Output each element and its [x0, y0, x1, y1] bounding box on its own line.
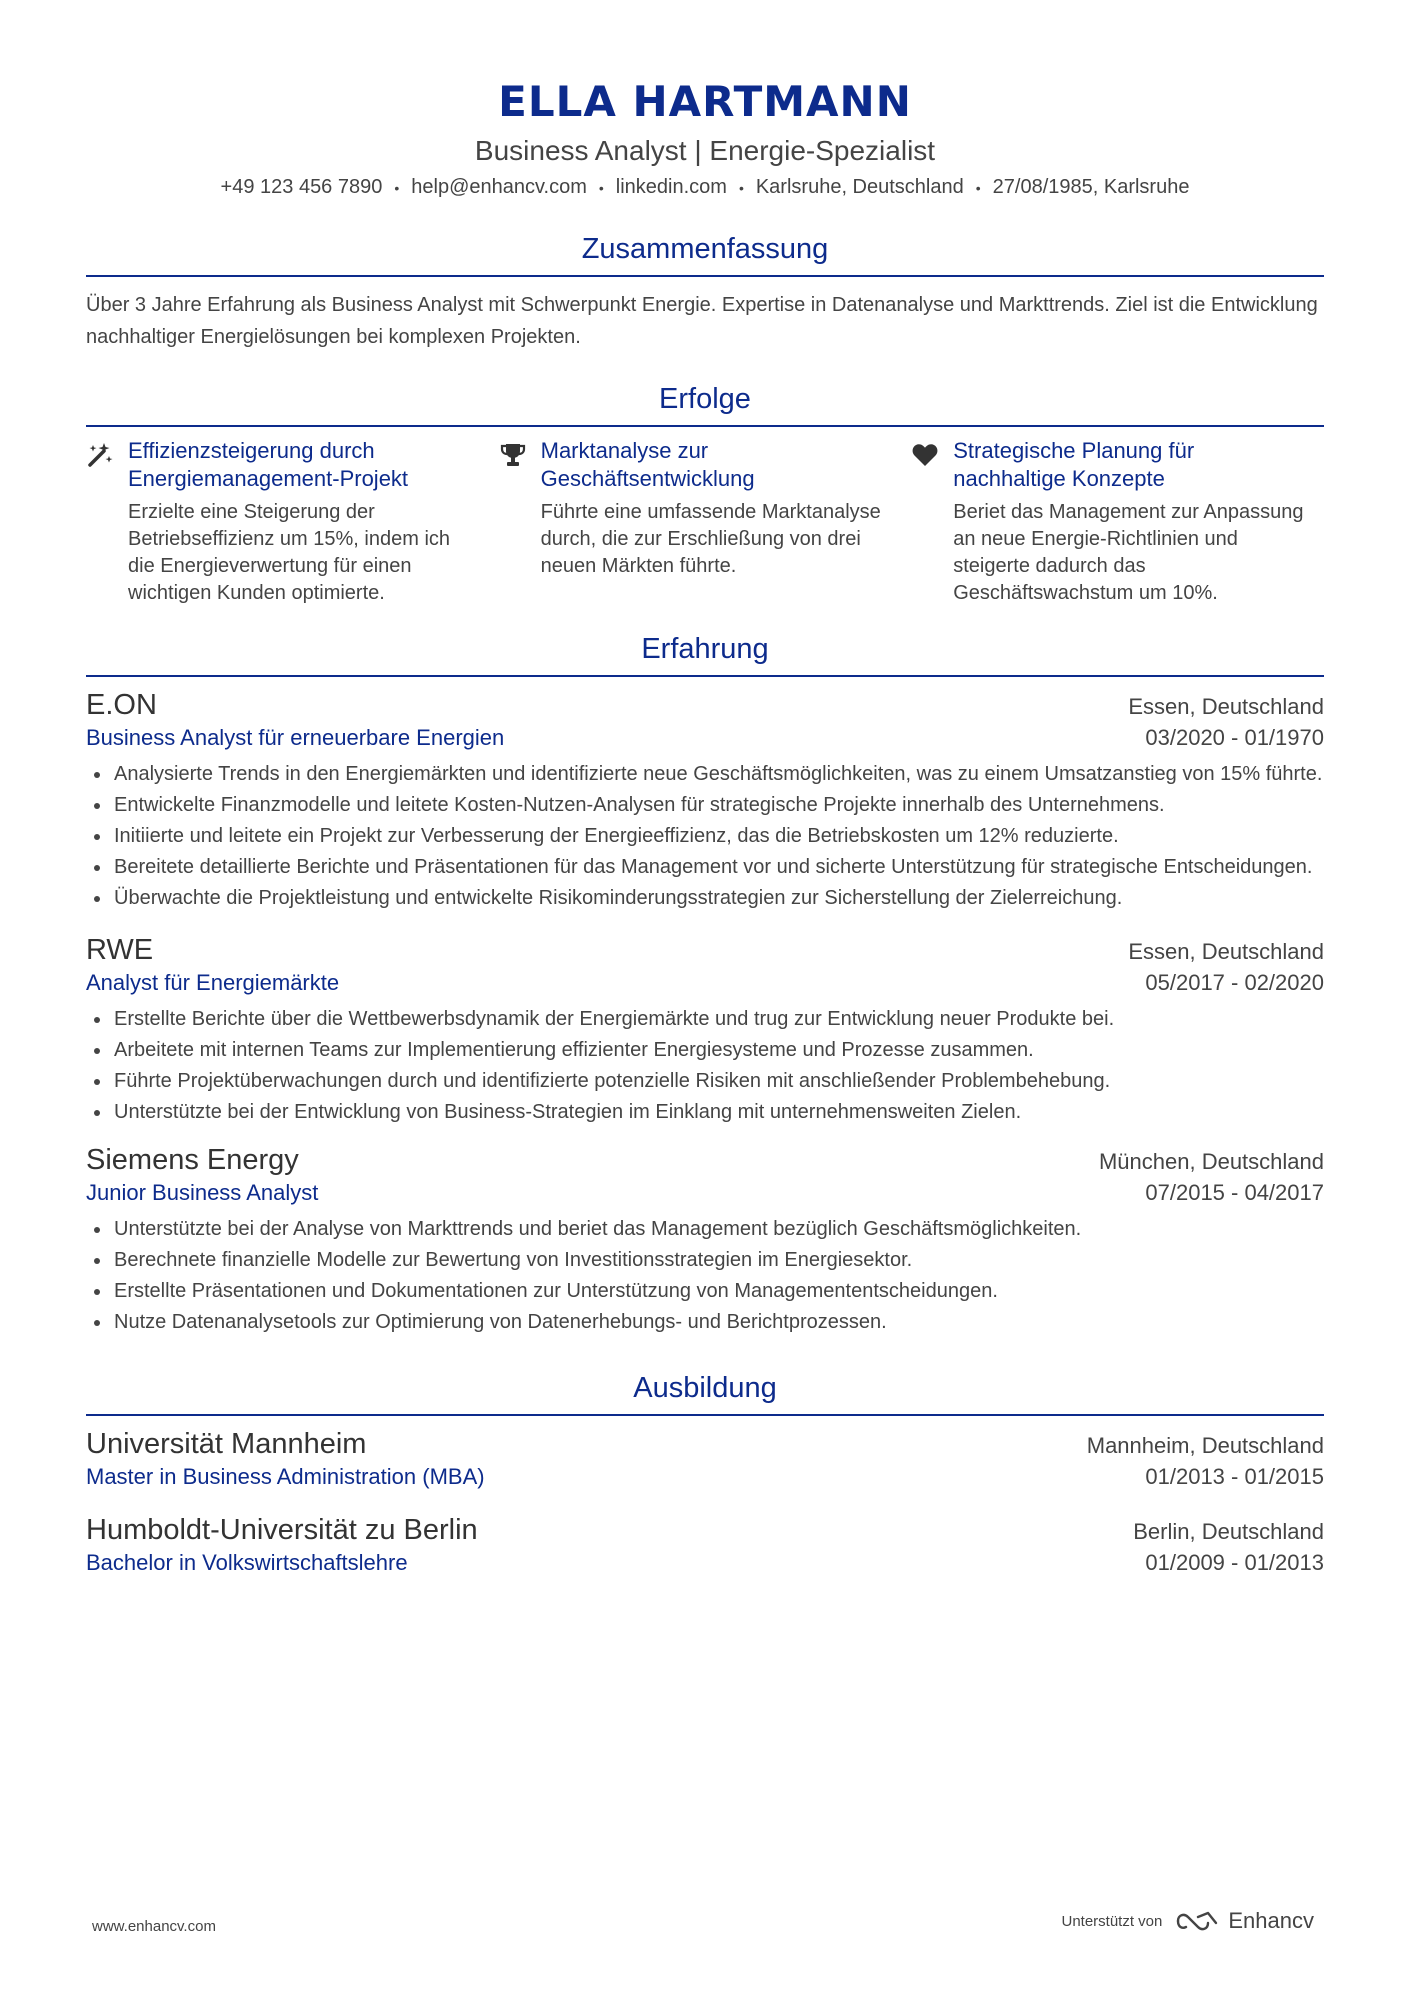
summary-text: Über 3 Jahre Erfahrung als Business Analyst mit Schwerpunkt Energie. Expertise in Datenanalyse und Markttrends. Ziel ist die Entwicklung nachhaltiger Energielösungen bei komplexen Projekten. — [86, 293, 1318, 348]
education-entry — [86, 1512, 1324, 1578]
separator-dot: • — [598, 179, 604, 196]
job-bullet: Initiierte und leitete ein Projekt zur Verbesserung der Energieeffizienz, das die Betriebskosten um 12% reduzierte. — [86, 821, 1324, 852]
email[interactable]: help@enhancv.com — [411, 176, 587, 198]
section-divider — [86, 1414, 1324, 1416]
achievement-desc: Beriet das Management zur Anpassung an neue Energie-Richtlinien und steigerte dadurch das Geschäftswachstum um 10%. — [953, 500, 1304, 604]
achievement-desc: Erzielte eine Steigerung der Betriebseffizienz um 15%, indem ich die Energieverwertung für einen wichtigen Kunden optimierte. — [128, 500, 451, 604]
job-bullet: Entwickelte Finanzmodelle und leitete Kosten-Nutzen-Analysen für strategische Projekte innerhalb des Unternehmens. — [86, 790, 1324, 821]
company-name: Siemens Energy — [86, 1143, 299, 1176]
experience-section — [86, 631, 1324, 1338]
separator-dot: • — [738, 179, 744, 196]
section-divider — [86, 675, 1324, 677]
achievement-item — [911, 437, 1324, 607]
footer-branding — [1061, 1908, 1314, 1934]
location: Karlsruhe, Deutschland — [755, 176, 964, 198]
phone: +49 123 456 7890 — [220, 176, 383, 198]
company-name: RWE — [86, 933, 154, 966]
job-bullet: Überwachte die Projektleistung und entwickelte Risikominderungsstrategien zur Sicherstellung der Zielerreichung. — [86, 883, 1324, 914]
job-bullet: Unterstützte bei der Entwicklung von Business-Strategien im Einklang mit unternehmensweiten Zielen. — [86, 1097, 1324, 1128]
education-dates: 01/2013 - 01/2015 — [1145, 1463, 1324, 1489]
trophy-icon — [499, 437, 541, 607]
degree: Bachelor in Volkswirtschaftslehre — [86, 1549, 408, 1575]
education-dates: 01/2009 - 01/2013 — [1145, 1549, 1324, 1575]
achievements-section — [86, 381, 1324, 607]
school-location: Mannheim, Deutschland — [1086, 1432, 1324, 1458]
job-role: Analyst für Energiemärkte — [86, 969, 340, 995]
magic-wand-icon — [86, 437, 128, 607]
linkedin[interactable]: linkedin.com — [615, 176, 727, 198]
job-dates: 05/2017 - 02/2020 — [1145, 969, 1324, 995]
achievement-desc: Führte eine umfassende Marktanalyse durch, die zur Erschließung von drei neuen Märkten führte. — [540, 500, 881, 577]
job-entry — [86, 1142, 1324, 1338]
powered-by-label: Unterstützt von — [1061, 1912, 1163, 1930]
job-location: Essen, Deutschland — [1128, 938, 1324, 964]
contact-line — [86, 174, 1324, 201]
section-title-education: Ausbildung — [633, 1371, 777, 1404]
job-bullet: Bereitete detaillierte Berichte und Präsentationen für das Management vor und sicherte Unterstützung für strategische Entscheidungen. — [86, 852, 1324, 883]
section-title-experience: Erfahrung — [641, 632, 769, 665]
resume-page — [86, 0, 1324, 1578]
achievement-title: Marktanalyse zur Geschäftsentwicklung — [540, 437, 755, 491]
enhancv-logo-icon — [1174, 1909, 1220, 1933]
section-divider — [86, 425, 1324, 427]
section-title-achievements: Erfolge — [659, 382, 751, 415]
education-section — [86, 1370, 1324, 1578]
job-bullet: Nutze Datenanalysetools zur Optimierung von Datenerhebungs- und Berichtprozessen. — [86, 1307, 1324, 1338]
school-location: Berlin, Deutschland — [1133, 1518, 1324, 1544]
footer-website[interactable]: www.enhancv.com — [92, 1918, 216, 1935]
school-name: Universität Mannheim — [86, 1427, 367, 1460]
job-bullet: Unterstützte bei der Analyse von Markttrends und beriet das Management bezüglich Geschäftsmöglichkeiten. — [86, 1214, 1324, 1245]
heart-icon — [911, 437, 953, 607]
job-role: Business Analyst für erneuerbare Energien — [86, 724, 505, 750]
job-bullet: Arbeitete mit internen Teams zur Implementierung effizienter Energiesysteme und Prozesse zusammen. — [86, 1035, 1324, 1066]
job-bullet: Berechnete finanzielle Modelle zur Bewertung von Investitionsstrategien im Energiesektor. — [86, 1245, 1324, 1276]
brand-name: Enhancv — [1228, 1908, 1314, 1933]
job-dates: 03/2020 - 01/1970 — [1145, 724, 1324, 750]
achievement-item — [499, 437, 912, 607]
job-bullet: Erstellte Präsentationen und Dokumentationen zur Unterstützung von Managemententscheidungen. — [86, 1276, 1324, 1307]
degree: Master in Business Administration (MBA) — [86, 1463, 485, 1489]
job-role: Junior Business Analyst — [86, 1179, 319, 1205]
achievement-title: Strategische Planung für nachhaltige Konzepte — [953, 437, 1195, 491]
job-bullet: Analysierte Trends in den Energiemärkten und identifizierte neue Geschäftsmöglichkeiten, was zu einem Umsatzanstieg von 15% führte. — [86, 759, 1324, 790]
job-dates: 07/2015 - 04/2017 — [1145, 1179, 1324, 1205]
birth-info: 27/08/1985, Karlsruhe — [992, 176, 1190, 198]
achievement-item — [86, 437, 499, 607]
school-name: Humboldt-Universität zu Berlin — [86, 1513, 478, 1546]
education-entry — [86, 1426, 1324, 1492]
job-entry — [86, 687, 1324, 914]
separator-dot: • — [394, 179, 400, 196]
achievement-title: Effizienzsteigerung durch Energiemanagement-Projekt — [128, 437, 409, 491]
company-name: E.ON — [86, 688, 157, 721]
job-bullet: Erstellte Berichte über die Wettbewerbsdynamik der Energiemärkte und trug zur Entwicklung neuer Produkte bei. — [86, 1004, 1324, 1035]
summary-section — [86, 231, 1324, 353]
job-entry — [86, 932, 1324, 1128]
job-bullet: Führte Projektüberwachungen durch und identifizierte potenzielle Risiken mit anschließender Problembehebung. — [86, 1066, 1324, 1097]
candidate-title: Business Analyst | Energie-Spezialist — [474, 135, 936, 166]
candidate-name: ELLA HARTMANN — [498, 77, 912, 126]
section-title-summary: Zusammenfassung — [581, 232, 829, 265]
section-divider — [86, 275, 1324, 277]
separator-dot: • — [975, 179, 981, 196]
job-location: München, Deutschland — [1098, 1148, 1324, 1174]
job-location: Essen, Deutschland — [1128, 693, 1324, 719]
